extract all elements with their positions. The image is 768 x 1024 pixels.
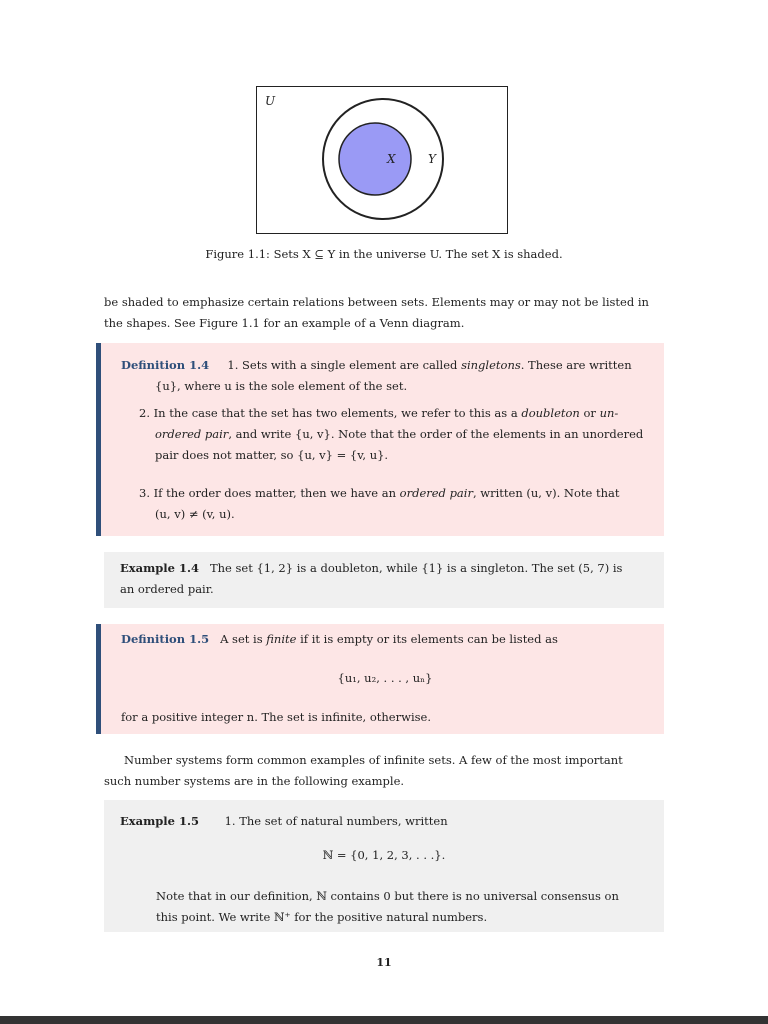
- ex15-note-line-1: Note that in our definition, ℕ contains 0 but there is no universal consensus on: [156, 889, 619, 903]
- intro-line-1: be shaded to emphasize certain relations between sets. Elements may or may not be listed in: [104, 295, 649, 309]
- def14-item3-text: 3. If the order does matter, then we have an: [139, 486, 400, 500]
- ex15-label: Example 1.5: [120, 814, 199, 828]
- def14-item2-line-3: pair does not matter, so {u, v} = {v, u}.: [155, 448, 389, 462]
- def14-item2-line2-em: ordered pair: [155, 427, 229, 441]
- ex14-label: Example 1.4: [120, 561, 199, 575]
- def15-text: A set is: [220, 632, 267, 646]
- page-number: 11: [376, 956, 392, 969]
- def14-item2-text: 2. In the case that the set has two elements, we refer to this as a: [139, 406, 522, 420]
- ex15-formula: ℕ = {0, 1, 2, 3, . . .}.: [322, 848, 446, 862]
- intro-paragraph: [104, 292, 664, 334]
- def14-item2-or: or: [579, 406, 600, 420]
- ex15-item1: 1. The set of natural numbers, written: [224, 814, 448, 828]
- def15-line-2: for a positive integer n. The set is infinite, otherwise.: [121, 710, 431, 724]
- inner-set-label: X: [387, 152, 396, 166]
- def14-item1-text: 1. Sets with a single element are called: [227, 358, 462, 372]
- def14-item2-em2: un-: [599, 406, 619, 420]
- ex15-note-line-2: this point. We write ℕ⁺ for the positive natural numbers.: [156, 910, 488, 924]
- def14-item2-line2-text: , and write {u, v}. Note that the order of the elements in an unordered: [228, 427, 644, 441]
- ex14-text: The set {1, 2} is a doubleton, while {1} is a singleton. The set (5, 7) is: [209, 561, 623, 575]
- figure-caption: Figure 1.1: Sets X ⊆ Y in the universe U. The set X is shaded.: [205, 247, 563, 261]
- definition-1-5-box: [96, 624, 664, 734]
- def14-item3-line-1: [139, 483, 659, 504]
- def14-item1-em: singletons: [461, 358, 521, 372]
- def14-item1-end: . These are written: [520, 358, 632, 372]
- number-systems-paragraph: [104, 750, 664, 792]
- def14-line-1: [121, 355, 661, 376]
- def15-em: finite: [266, 632, 297, 646]
- def14-item3-em: ordered pair: [399, 486, 473, 500]
- def14-item2-em: doubleton: [521, 406, 580, 420]
- outer-set-label: Y: [428, 152, 436, 166]
- def14-item3-line-2: (u, v) ≠ (v, u).: [155, 507, 235, 521]
- def14-label: Definition 1.4: [121, 358, 210, 372]
- venn-svg: [257, 87, 509, 235]
- ex14-line-1: [120, 558, 650, 579]
- def14-item2-line-1: [139, 403, 659, 424]
- def15-text-end: if it is empty or its elements can be listed as: [296, 632, 558, 646]
- viewer-bottom-bar: [0, 1016, 768, 1024]
- def14-item1-line-2: {u}, where u is the sole element of the set.: [155, 379, 408, 393]
- para2-line-2: such number systems are in the following example.: [104, 774, 405, 788]
- universe-label: U: [265, 94, 276, 108]
- ex14-line-2: an ordered pair.: [120, 582, 214, 596]
- def15-label: Definition 1.5: [121, 632, 210, 646]
- inner-set-circle-shaded: [339, 123, 411, 195]
- ex15-line-1: [120, 811, 650, 832]
- def14-item3-end: , written (u, v). Note that: [472, 486, 620, 500]
- venn-diagram: [256, 86, 508, 234]
- intro-line-2: the shapes. See Figure 1.1 for an example of a Venn diagram.: [104, 316, 465, 330]
- definition-1-4-box: [96, 343, 664, 536]
- example-1-4-box: [104, 552, 664, 608]
- para2-line-1: Number systems form common examples of infinite sets. A few of the most important: [124, 753, 623, 767]
- def14-item2-line-2: [155, 424, 665, 445]
- def15-formula: {u₁, u₂, . . . , uₙ}: [337, 671, 433, 685]
- example-1-5-box: [104, 800, 664, 932]
- def15-line-1: [121, 629, 661, 650]
